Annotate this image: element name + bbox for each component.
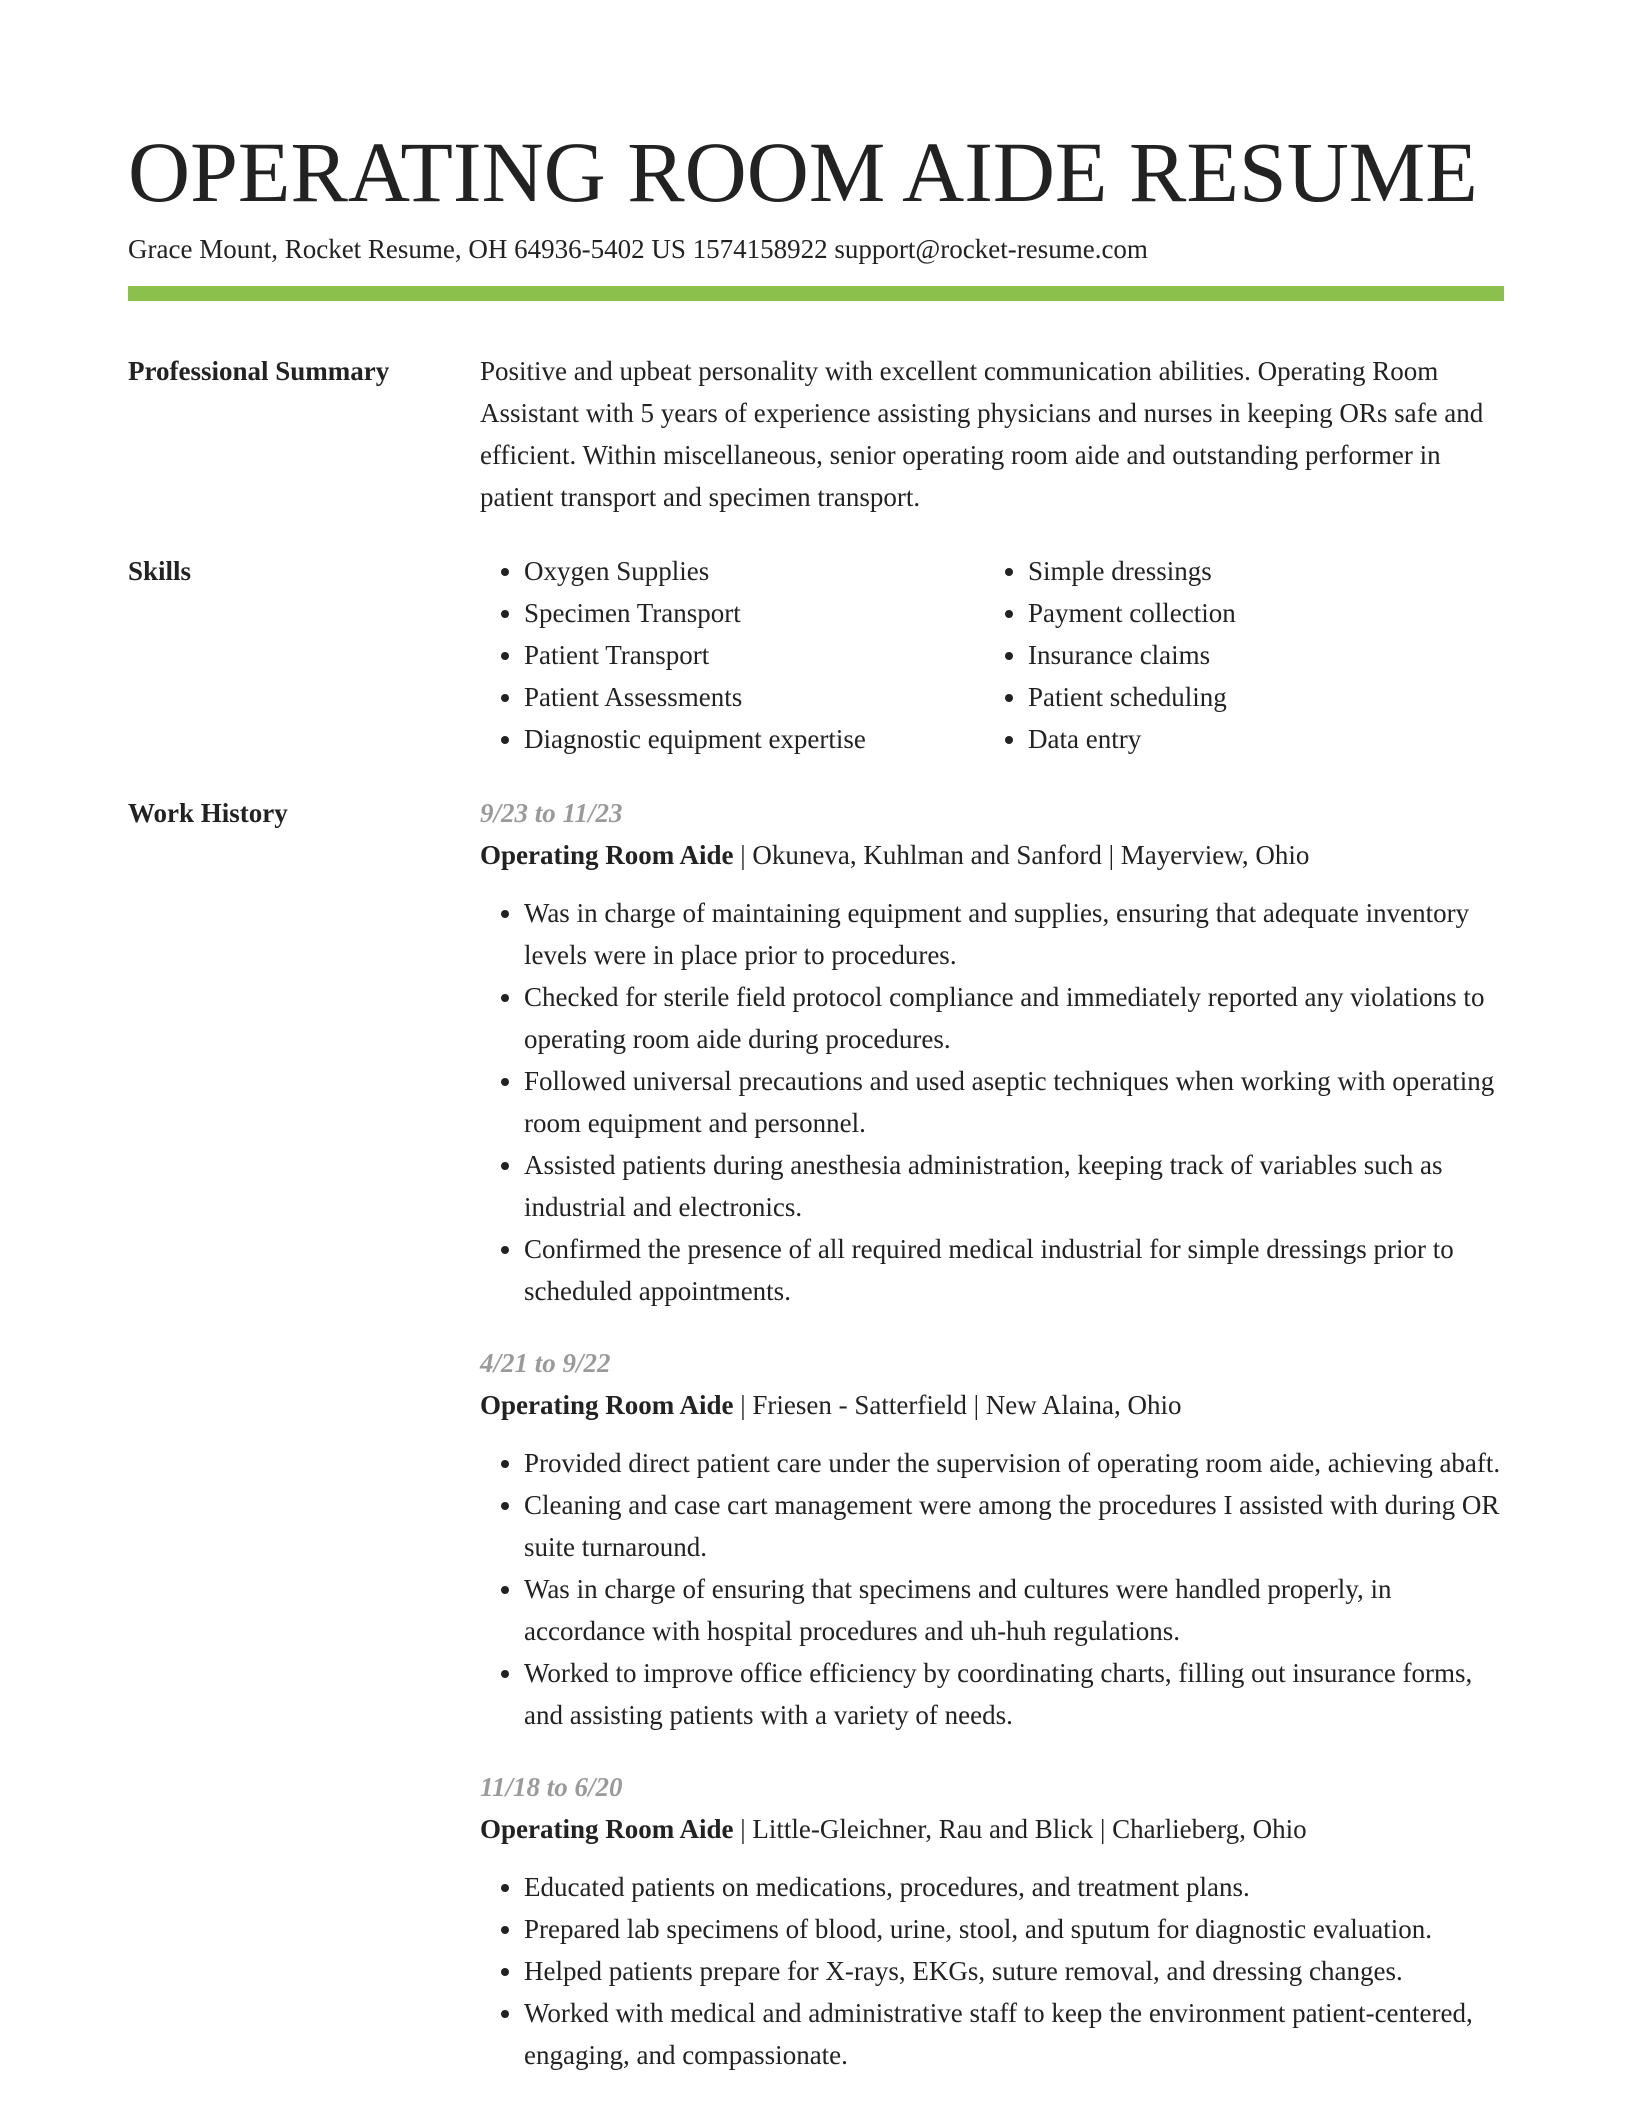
summary-section [480,350,1504,518]
job-title: Operating Room Aide [480,840,734,870]
job-employer-location: | Friesen - Satterfield | New Alaina, Ohio [733,1390,1182,1420]
skill-item: • Simple dressings [1028,550,1236,592]
job-entry [480,1766,1504,2076]
job-bullet: • Confirmed the presence of all required medical industrial for simple dressings prior to scheduled appointments. [524,1228,1504,1312]
skill-item: • Patient Transport [524,634,984,676]
accent-divider [128,286,1504,301]
job-employer-location: | Okuneva, Kuhlman and Sanford | Mayerview, Ohio [733,840,1310,870]
job-employer-location: | Little-Gleichner, Rau and Blick | Charlieberg, Ohio [733,1814,1307,1844]
job-bullet: • Worked with medical and administrative staff to keep the environment patient-centered, engaging, and compassionate. [524,1992,1504,2076]
contact-line: Grace Mount, Rocket Resume, OH 64936-5402 US 1574158922 support@rocket-resume.com [128,234,1148,264]
skill-item: • Data entry [1028,718,1236,760]
skill-item: • Patient Assessments [524,676,984,718]
job-title: Operating Room Aide [480,1814,734,1844]
resume-title: OPERATING ROOM AIDE RESUME [128,124,1478,220]
job-title: Operating Room Aide [480,1390,734,1420]
work-history-label: Work History [128,798,288,828]
job-bullet: • Was in charge of ensuring that specimens and cultures were handled properly, in accordance with hospital procedures and uh-huh regulations. [524,1568,1504,1652]
skill-item: • Diagnostic equipment expertise [524,718,984,760]
skills-label: Skills [128,556,192,586]
job-bullet: • Educated patients on medications, procedures, and treatment plans. [524,1866,1504,1908]
job-dates: 11/18 to 6/20 [480,1772,623,1802]
job-bullet: • Worked to improve office efficiency by coordinating charts, filling out insurance forms, and assisting patients with a variety of needs. [524,1652,1504,1736]
job-bullet: • Assisted patients during anesthesia administration, keeping track of variables such as industrial and electronics. [524,1144,1504,1228]
summary-label: Professional Summary [128,356,390,386]
work-history-section [480,792,1504,2106]
job-bullets [480,1442,1504,1736]
job-bullet: • Followed universal precautions and used aseptic techniques when working with operating room equipment and personnel. [524,1060,1504,1144]
skills-column-1 [480,550,984,760]
job-heading [480,834,1504,876]
skill-item: • Payment collection [1028,592,1236,634]
skill-item: • Patient scheduling [1028,676,1236,718]
skill-item: • Specimen Transport [524,592,984,634]
job-bullet: • Prepared lab specimens of blood, urine, stool, and sputum for diagnostic evaluation. [524,1908,1504,1950]
job-heading [480,1384,1504,1426]
skill-item: • Oxygen Supplies [524,550,984,592]
job-bullet: • Checked for sterile field protocol compliance and immediately reported any violations to operating room aide during procedures. [524,976,1504,1060]
job-heading [480,1808,1504,1850]
summary-text: Positive and upbeat personality with excellent communication abilities. Operating Room Assistant with 5 years of experience assisting physicians and nurses in keeping ORs safe and efficient. Within miscellaneous, senior operating room aide and outstanding performer in patient transport and specimen transport. [480,356,1484,512]
job-bullets [480,892,1504,1312]
job-bullet: • Provided direct patient care under the supervision of operating room aide, achieving abaft. [524,1442,1504,1484]
job-bullet: • Helped patients prepare for X-rays, EKGs, suture removal, and dressing changes. [524,1950,1504,1992]
job-entry [480,792,1504,1312]
skill-item: • Insurance claims [1028,634,1236,676]
job-dates: 4/21 to 9/22 [480,1348,611,1378]
job-bullet: • Cleaning and case cart management were among the procedures I assisted with during OR suite turnaround. [524,1484,1504,1568]
job-dates: 9/23 to 11/23 [480,798,623,828]
skills-column-2 [984,550,1236,760]
skills-list [480,550,1504,760]
job-bullet: • Was in charge of maintaining equipment and supplies, ensuring that adequate inventory levels were in place prior to procedures. [524,892,1504,976]
job-entry [480,1342,1504,1736]
job-bullets [480,1866,1504,2076]
